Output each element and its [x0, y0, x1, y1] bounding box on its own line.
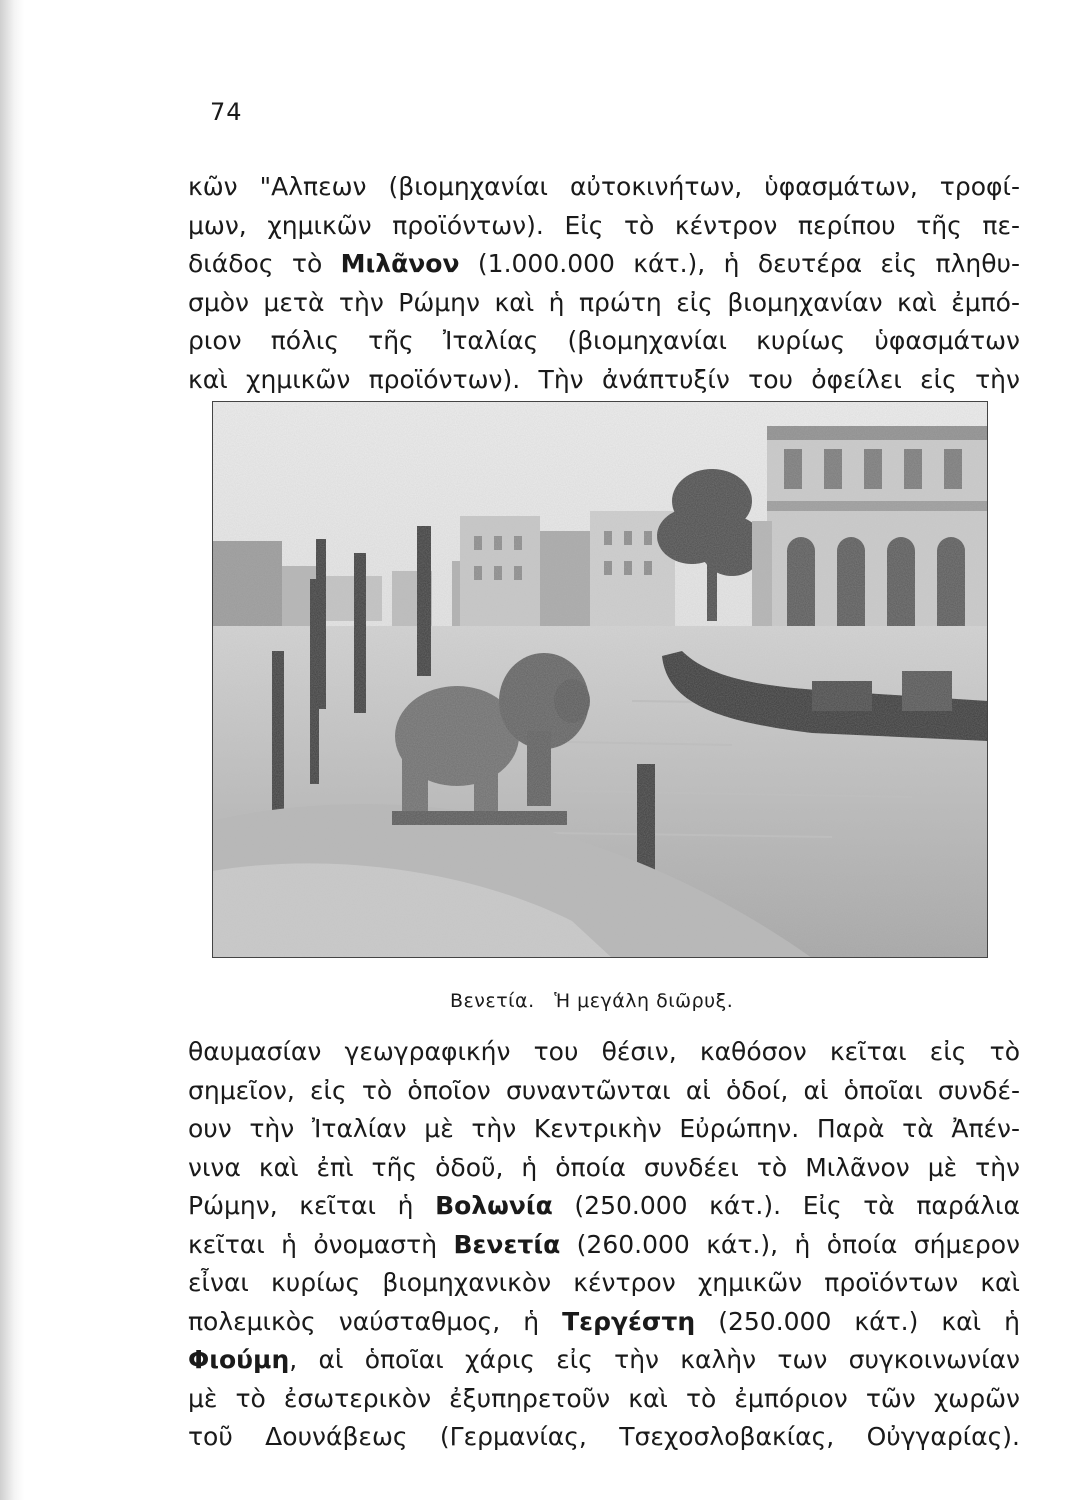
text-line: εἶναι κυρίως βιομηχανικὸν κέντρον χημικῶν προϊόντων καὶ	[188, 1268, 1020, 1297]
text-line: κεῖται ἡ ὀνομαστὴ Βενετία (260.000 κάτ.), ἡ ὁποία σήμερον	[188, 1229, 1020, 1259]
text-line: διάδος τὸ Μιλᾶνον (1.000.000 κάτ.), ἡ δευτέρα εἰς πληθυ-	[188, 249, 1020, 278]
page-number: 74	[210, 98, 243, 126]
text-line: ριον πόλις τῆς Ἰταλίας (βιομηχανίαι κυρίως ὑφασμάτων	[188, 326, 1020, 355]
text-line: Φιούμη, αἱ ὁποῖαι χάρις εἰς τὴν καλὴν των συγκοινωνίαν	[188, 1345, 1020, 1374]
place-name: Μιλᾶνον	[340, 249, 460, 278]
text-line: σημεῖον, εἰς τὸ ὁποῖον συναντῶνται αἱ ὁδοί, αἱ ὁποῖαι συνδέ-	[188, 1075, 1020, 1105]
text-line: σμὸν μετὰ τὴν Ρώμην καὶ ἡ πρώτη εἰς βιομηχανίαν καὶ ἐμπό-	[188, 287, 1020, 317]
place-name: Τεργέστη	[562, 1306, 696, 1336]
venice-grand-canal-photo	[212, 401, 988, 958]
place-name: Βενετία	[453, 1229, 561, 1259]
page-edge-shadow	[0, 0, 24, 1500]
text-line: θαυμασίαν γεωγραφικήν του θέσιν, καθόσον κεῖται εἰς τὸ	[188, 1037, 1020, 1066]
text-line: κῶν "Αλπεων (βιομηχανίαι αὐτοκινήτων, ὑφασμάτων, τροφί-	[188, 172, 1020, 201]
figure-caption: Βενετία. Ἡ μεγάλη διῶρυξ.	[450, 990, 734, 1012]
place-name: Βολωνία	[435, 1191, 553, 1220]
text-line: καὶ χημικῶν προϊόντων). Τὴν ἀνάπτυξίν του ὀφείλει εἰς τὴν	[188, 364, 1020, 394]
top-paragraph	[188, 168, 1020, 399]
text-line: μὲ τὸ ἐσωτερικὸν ἐξυπηρετοῦν καὶ τὸ ἐμπόριον τῶν χωρῶν	[188, 1383, 1020, 1413]
place-name: Φιούμη	[188, 1345, 290, 1374]
text-line: πολεμικὸς ναύσταθμος, ἡ Τεργέστη (250.000 κάτ.) καὶ ἡ	[188, 1306, 1020, 1336]
text-line: μων, χημικῶν προϊόντων). Εἰς τὸ κέντρον περίπου τῆς πε-	[188, 210, 1020, 240]
text-line: ουν τὴν Ἰταλίαν μὲ τὴν Κεντρικὴν Εὐρώπην. Παρὰ τὰ Ἀπέν-	[188, 1114, 1020, 1143]
text-line: νινα καὶ ἐπὶ τῆς ὁδοῦ, ἡ ὁποία συνδέει τὸ Μιλᾶνον μὲ τὴν	[188, 1152, 1020, 1182]
bottom-paragraph	[188, 1033, 1020, 1457]
text-line: Ρώμην, κεῖται ἡ Βολωνία (250.000 κάτ.). Εἰς τὰ παράλια	[188, 1191, 1020, 1220]
text-line: τοῦ Δουνάβεως (Γερμανίας, Τσεχοσλοβακίας, Οὐγγαρίας).	[188, 1422, 1020, 1451]
